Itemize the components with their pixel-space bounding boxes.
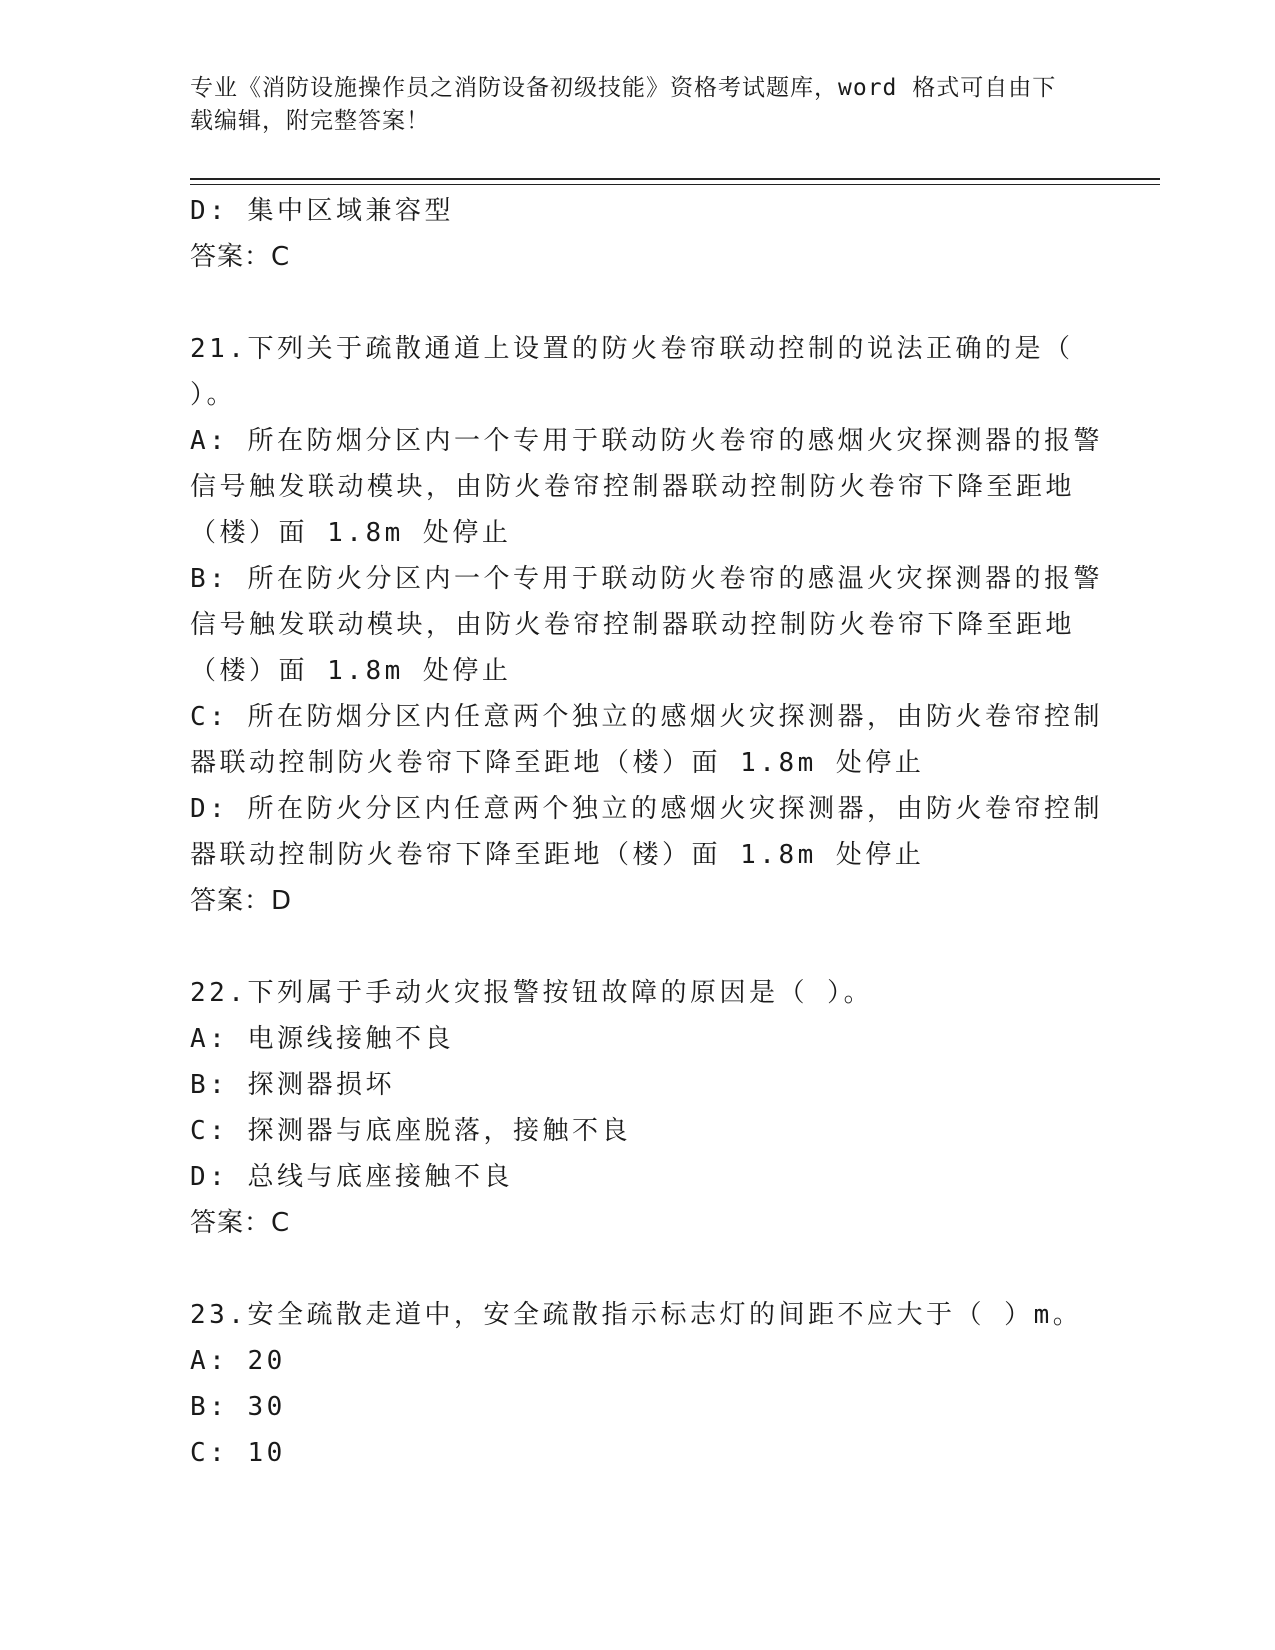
question-21 xyxy=(190,326,1103,924)
spacer xyxy=(190,1246,1090,1292)
answer: 答案：C xyxy=(190,1208,291,1238)
answer: 答案：D xyxy=(190,886,293,916)
option-b-line: B: 所在防火分区内一个专用于联动防火卷帘的感温火灾探测器的报警 xyxy=(190,564,1103,594)
option-b-line: 信号触发联动模块，由防火卷帘控制器联动控制防火卷帘下降至距地 xyxy=(190,610,1076,640)
question-stem-line: ）。 xyxy=(190,380,237,410)
spacer xyxy=(190,280,1090,326)
question-stem: 23.安全疏散走道中，安全疏散指示标志灯的间距不应大于（ ）m。 xyxy=(190,1300,1083,1330)
option-d: D: 集中区域兼容型 xyxy=(190,196,454,226)
option-d: D: 总线与底座接触不良 xyxy=(190,1162,513,1192)
option-a: A: 20 xyxy=(190,1346,286,1376)
answer: 答案：C xyxy=(190,242,291,272)
option-a-line: （楼）面 1.8m 处停止 xyxy=(190,518,512,548)
option-d-line: D: 所在防火分区内任意两个独立的感烟火灾探测器，由防火卷帘控制 xyxy=(190,794,1103,824)
option-c-line: 器联动控制防火卷帘下降至距地（楼）面 1.8m 处停止 xyxy=(190,748,925,778)
header-line-1: 专业《消防设施操作员之消防设备初级技能》资格考试题库，word 格式可自由下 xyxy=(190,75,1057,101)
option-c-line: C: 所在防烟分区内任意两个独立的感烟火灾探测器，由防火卷帘控制 xyxy=(190,702,1103,732)
option-a: A: 电源线接触不良 xyxy=(190,1024,454,1054)
option-b: B: 30 xyxy=(190,1392,286,1422)
document-header xyxy=(190,72,1090,138)
header-divider-thick xyxy=(190,178,1160,180)
question-stem: 22.下列属于手动火灾报警按钮故障的原因是（ ）。 xyxy=(190,978,874,1008)
question-stem-line: 21.下列关于疏散通道上设置的防火卷帘联动控制的说法正确的是（ xyxy=(190,334,1074,364)
option-b-line: （楼）面 1.8m 处停止 xyxy=(190,656,512,686)
option-b: B: 探测器损坏 xyxy=(190,1070,395,1100)
question-22 xyxy=(190,970,1090,1246)
header-divider-thin xyxy=(190,184,1160,185)
question-content xyxy=(190,188,1103,1476)
previous-question-tail xyxy=(190,188,1090,280)
option-a-line: 信号触发联动模块，由防火卷帘控制器联动控制防火卷帘下降至距地 xyxy=(190,472,1076,502)
header-line-2: 载编辑，附完整答案！ xyxy=(190,108,430,134)
spacer xyxy=(190,924,1090,970)
option-c: C: 探测器与底座脱落，接触不良 xyxy=(190,1116,631,1146)
option-d-line: 器联动控制防火卷帘下降至距地（楼）面 1.8m 处停止 xyxy=(190,840,925,870)
option-c: C: 10 xyxy=(190,1438,286,1468)
option-a-line: A: 所在防烟分区内一个专用于联动防火卷帘的感烟火灾探测器的报警 xyxy=(190,426,1103,456)
question-23 xyxy=(190,1292,1090,1476)
